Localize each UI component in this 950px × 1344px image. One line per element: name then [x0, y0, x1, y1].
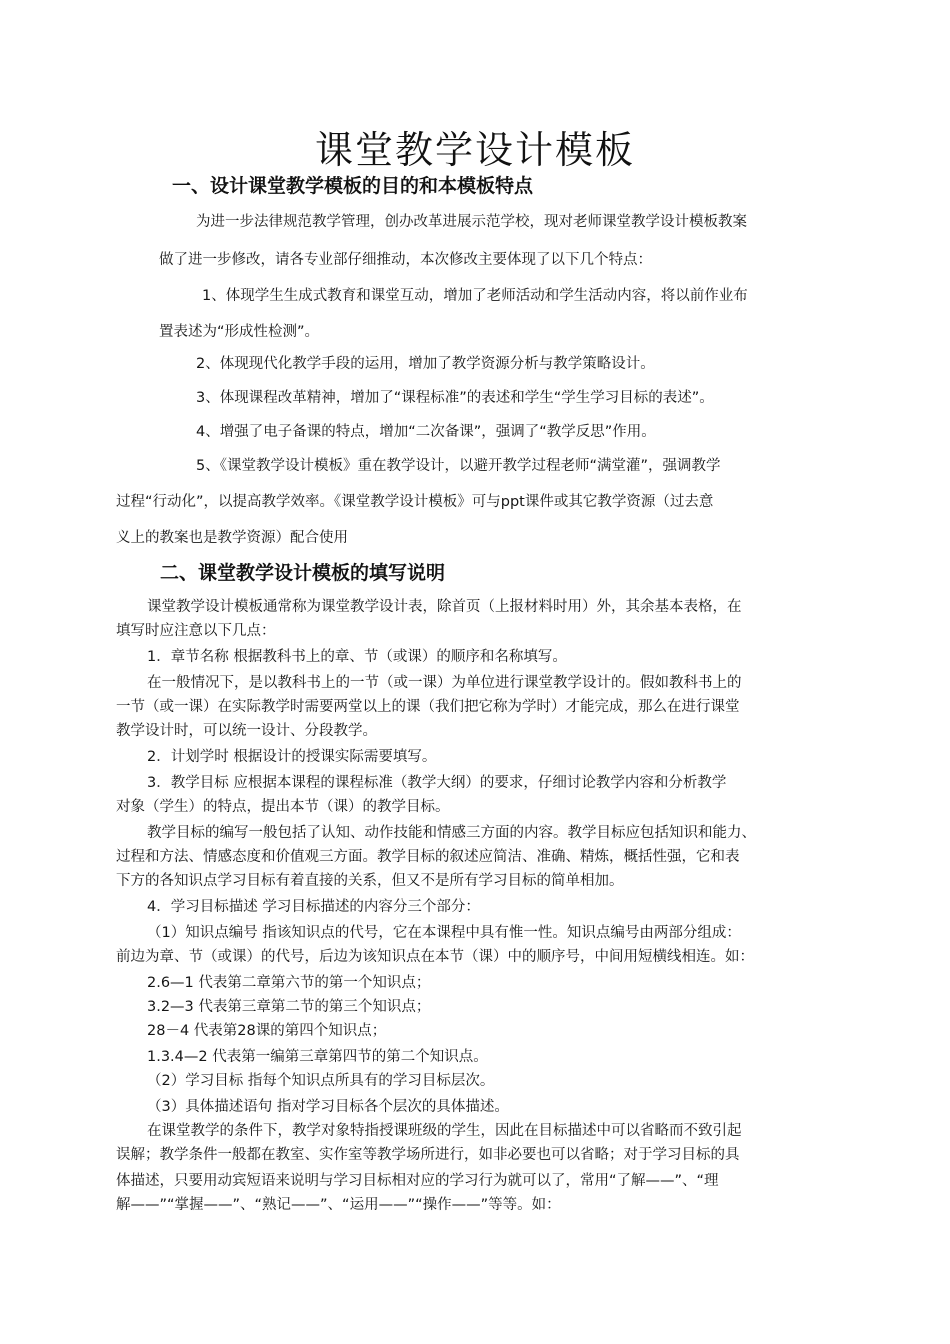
paragraph-line: 置表述为“形成性检测”。: [159, 324, 320, 340]
paragraph-line: 1．章节名称 根据教科书上的章、节（或课）的顺序和名称填写。: [147, 649, 567, 665]
paragraph-line: 过程“行动化”，以提高教学效率。《课堂教学设计模板》可与ppt课件或其它教学资源（过去意: [116, 494, 714, 510]
paragraph-line: 1、体现学生生成式教育和课堂互动，增加了老师活动和学生活动内容，将以前作业布: [202, 288, 748, 304]
paragraph-line: 义上的教案也是教学资源）配合使用: [116, 530, 348, 546]
paragraph-line: 1.3.4—2 代表第一编第三章第四节的第二个知识点。: [147, 1049, 488, 1065]
paragraph-line: 过程和方法、情感态度和价值观三方面。教学目标的叙述应简洁、准确、精炼，概括性强，它和表: [116, 849, 740, 865]
paragraph-line: 课堂教学设计模板通常称为课堂教学设计表，除首页（上报材料时用）外，其余基本表格，在: [147, 599, 742, 615]
paragraph-line: 在一般情况下，是以教科书上的一节（或一课）为单位进行课堂教学设计的。假如教科书上的: [147, 675, 742, 691]
paragraph-line: 在课堂教学的条件下，教学对象特指授课班级的学生，因此在目标描述中可以省略而不致引起: [147, 1123, 742, 1139]
paragraph-line: 为进一步法律规范教学管理，创办改革进展示范学校，现对老师课堂教学设计模板教案: [196, 214, 747, 230]
section1-heading: 一、设计课堂教学模板的目的和本模板特点: [172, 175, 534, 197]
paragraph-line: 做了进一步修改，请各专业部仔细推动，本次修改主要体现了以下几个特点：: [159, 252, 652, 268]
paragraph-line: （2）学习目标 指每个知识点所具有的学习目标层次。: [147, 1073, 495, 1089]
paragraph-line: 3．教学目标 应根据本课程的课程标准（教学大纲）的要求，仔细讨论教学内容和分析教学: [147, 775, 727, 791]
paragraph-line: 教学设计时，可以统一设计、分段教学。: [116, 723, 377, 739]
paragraph-line: 教学目标的编写一般包括了认知、动作技能和情感三方面的内容。教学目标应包括知识和能力、: [147, 825, 756, 841]
paragraph-line: （1）知识点编号 指该知识点的代号，它在本课程中具有惟一性。知识点编号由两部分组成：: [147, 925, 741, 941]
paragraph-line: 体描述，只要用动宾短语来说明与学习目标相对应的学习行为就可以了，常用“了解——”、“理: [116, 1173, 719, 1189]
paragraph-line: 4．学习目标描述 学习目标描述的内容分三个部分：: [147, 899, 480, 915]
paragraph-line: 3.2—3 代表第三章第二节的第三个知识点；: [147, 999, 431, 1015]
document-title: 课堂教学设计模板: [314, 128, 635, 172]
paragraph-line: 2.6—1 代表第二章第六节的第一个知识点；: [147, 975, 431, 991]
paragraph-line: 对象（学生）的特点，提出本节（课）的教学目标。: [116, 799, 450, 815]
paragraph-line: 前边为章、节（或课）的代号，后边为该知识点在本节（课）中的顺序号，中间用短横线相连。如：: [116, 949, 754, 965]
paragraph-line: （3）具体描述语句 指对学习目标各个层次的具体描述。: [147, 1099, 509, 1115]
paragraph-line: 误解；教学条件一般都在教室、实作室等教学场所进行，如非必要也可以省略；对于学习目标的具: [116, 1147, 740, 1163]
paragraph-line: 28－4 代表第28课的第四个知识点；: [147, 1023, 387, 1039]
paragraph-line: 3、体现课程改革精神，增加了“课程标准”的表述和学生“学生学习目标的表述”。: [196, 390, 714, 406]
section2-heading: 二、课堂教学设计模板的填写说明: [160, 562, 446, 584]
paragraph-line: 2．计划学时 根据设计的授课实际需要填写。: [147, 749, 437, 765]
paragraph-line: 填写时应注意以下几点：: [116, 623, 276, 639]
paragraph-line: 2、体现现代化教学手段的运用，增加了教学资源分析与教学策略设计。: [196, 356, 655, 372]
paragraph-line: 5、《课堂教学设计模板》重在教学设计，以避开教学过程老师“满堂灌”，强调教学: [196, 458, 721, 474]
paragraph-line: 一节（或一课）在实际教学时需要两堂以上的课（我们把它称为学时）才能完成，那么在进行课堂: [116, 699, 740, 715]
paragraph-line: 下方的各知识点学习目标有着直接的关系，但又不是所有学习目标的简单相加。: [116, 873, 624, 889]
paragraph-line: 解——”“掌握——”、“熟记——”、“运用——”“操作——”等等。如：: [116, 1197, 561, 1213]
paragraph-line: 4、增强了电子备课的特点，增加“二次备课”，强调了“教学反思”作用。: [196, 424, 656, 440]
